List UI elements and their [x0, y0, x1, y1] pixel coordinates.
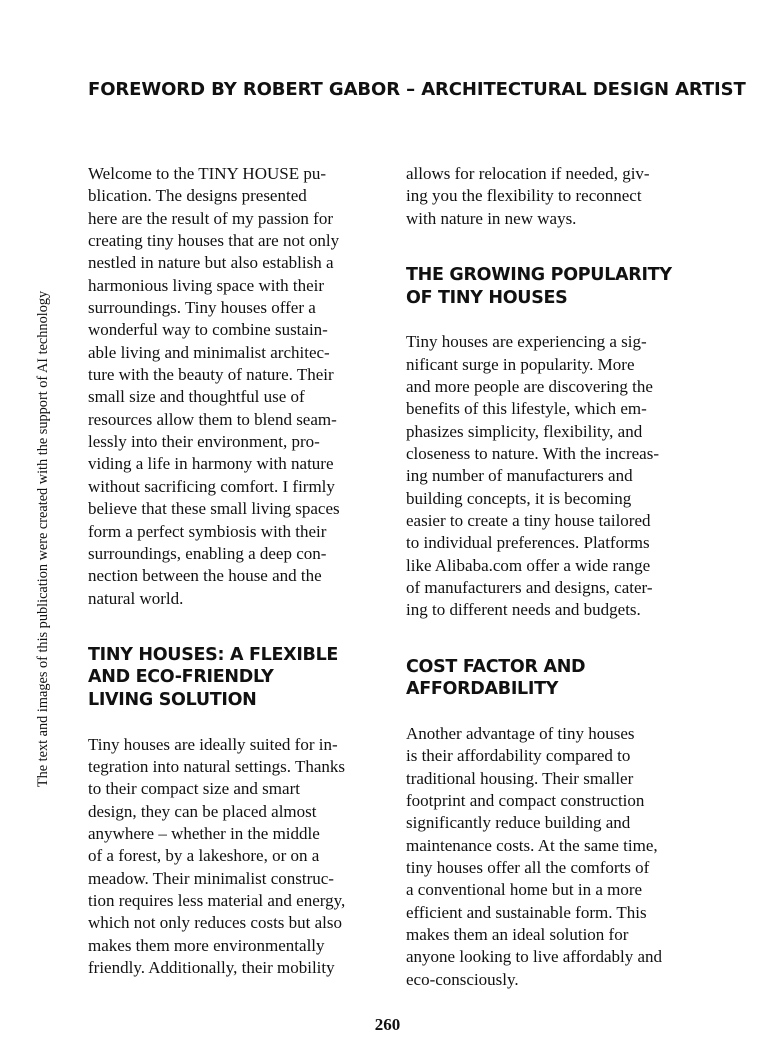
page-title: FOREWORD BY ROBERT GABOR – ARCHITECTURAL DESIGN ARTIST [88, 79, 746, 100]
continuation-paragraph: allows for relocation if needed, giv- ing you the flexibility to reconnect with nature in new ways. [406, 164, 650, 228]
left-column [88, 163, 378, 979]
popularity-paragraph: Tiny houses are experiencing a sig- nificant surge in popularity. More and more people are discovering the benefits of this lifestyle, which em- phasizes simplicity, flexibility, and closeness to nature. With the increas- ing number of manufacturers and building concepts, it is becoming easier to create a tiny house tailored to individual preferences. Platforms like Alibaba.com offer a wide range of manufacturers and designs, cater- ing to different needs and budgets. [406, 332, 659, 620]
intro-paragraph: Welcome to the TINY HOUSE pu- blication. The designs presented here are the result of my passion for creating tiny houses that are not only nestled in nature but also establish a harmonious living space with their surroundings. Tiny houses offer a wonderful way to combine sustain- able living and minimalist architec- ture with the beauty of nature. Their small size and thoughtful use of resources allow them to blend seam- lessly into their environment, pro- viding a life in harmony with nature without sacrificing comfort. I firmly believe that these small living spaces form a perfect symbiosis with their surroundings, enabling a deep con- nection between the house and the natural world. [88, 164, 340, 608]
ai-disclaimer-note: The text and images of this publication were created with the support of AI technology [35, 290, 51, 788]
section-heading-popularity: THE GROWING POPULARITY OF TINY HOUSES [406, 265, 672, 308]
section-heading-flexible-living: TINY HOUSES: A FLEXIBLE AND ECO-FRIENDLY LIVING SOLUTION [88, 644, 339, 711]
flexible-living-paragraph: Tiny houses are ideally suited for in- tegration into natural settings. Thanks to their compact size and smart design, they can be placed almost anywhere – whether in the middle of a forest, by a lakeshore, or on a meadow. Their minimalist construc- tion requires less material and energy, which not only reduces costs but also makes them more environmentally friendly. Additionally, their mobility [88, 734, 346, 978]
right-column [406, 163, 696, 991]
cost-factor-paragraph: Another advantage of tiny houses is their affordability compared to traditional housing. Their smaller footprint and compact construction significantly reduce building and maintenance costs. At the same time, tiny houses offer all the comforts of a conventional home but in a more efficient and sustainable form. This makes them an ideal solution for anyone looking to live affordably and eco-consciously. [406, 723, 663, 989]
section-heading-cost-factor: COST FACTOR AND AFFORDABILITY [406, 656, 586, 700]
page-number: 260 [374, 1015, 401, 1034]
